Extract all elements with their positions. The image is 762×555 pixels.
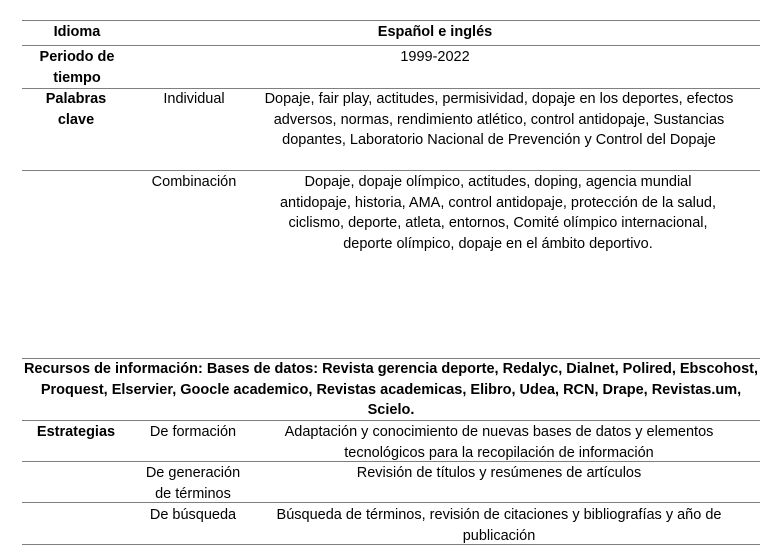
palabras-label: Palabras clave <box>45 91 107 128</box>
rule-top <box>22 20 760 21</box>
idioma-label: Idioma <box>53 24 101 40</box>
idioma-value: Español e inglés <box>377 24 493 40</box>
periodo-label: Periodo de tiempo <box>39 49 115 86</box>
busqueda-label: De búsqueda <box>149 507 237 523</box>
combinacion-label: Combinación <box>151 174 237 190</box>
generacion-label: De generación de términos <box>145 465 241 502</box>
rule-idioma <box>22 45 760 46</box>
rule-generacion <box>22 502 760 503</box>
estrategias-label: Estrategias <box>36 424 116 440</box>
individual-value: Dopaje, fair play, actitudes, permisividad, dopaje en los deportes, efectos adversos, normas, rendimiento atlético, control antidopaje, Sustancias dopantes, Laboratorio Nacional de Prevención y Control del Dopaje <box>264 91 734 148</box>
combinacion-value: Dopaje, dopaje olímpico, actitudes, doping, agencia mundial antidopaje, historia, AMA, control antidopaje, protección de la salud, ciclismo, deporte, atleta, entornos, Comité olímpico internacional, deporte olímpico, dopaje en el ámbito deportivo. <box>279 174 717 252</box>
rule-individual <box>22 170 760 171</box>
formacion-label: De formación <box>149 424 237 440</box>
individual-label: Individual <box>163 91 225 107</box>
recursos-text: Recursos de información: Bases de datos: Revista gerencia deporte, Redalyc, Dialnet, Polired, Ebscohost, Proquest, Elservier, Goocle academico, Revistas academicas, Elibro, Udea, RCN, Drape, Revistas.um, Scielo. <box>23 361 759 418</box>
formacion-value: Adaptación y conocimiento de nuevas bases de datos y elementos tecnológicos para la recopilación de información <box>284 424 714 461</box>
busqueda-value: Búsqueda de términos, revisión de citaciones y bibliografías y año de publicación <box>276 507 722 544</box>
generacion-value: Revisión de títulos y resúmenes de artículos <box>356 465 642 481</box>
periodo-value: 1999-2022 <box>400 49 470 65</box>
